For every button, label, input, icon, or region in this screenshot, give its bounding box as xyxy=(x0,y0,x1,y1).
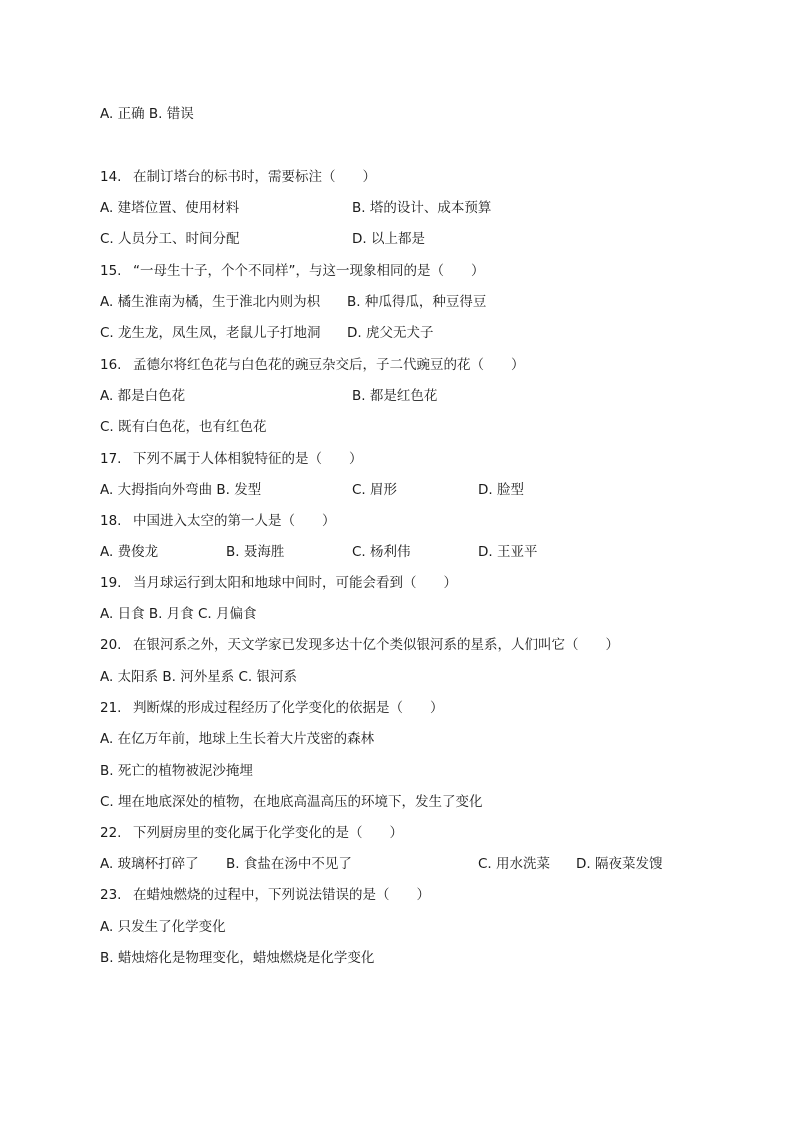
q20-options: A. 太阳系 B. 河外星系 C. 银河系 xyxy=(100,669,298,685)
q16-text: 孟德尔将红色花与白色花的豌豆杂交后，子二代豌豆的花（ ） xyxy=(133,357,525,373)
q21-option-c: C. 埋在地底深处的植物，在地底高温高压的环境下，发生了变化 xyxy=(100,794,483,810)
q22-text: 下列厨房里的变化属于化学变化的是（ ） xyxy=(133,825,403,841)
q18-stem xyxy=(100,512,336,530)
q18-option-b: B. 聂海胜 xyxy=(226,544,285,560)
q15-number: 15. xyxy=(100,263,122,279)
q17-number: 17. xyxy=(100,451,122,467)
q17-text: 下列不属于人体相貌特征的是（ ） xyxy=(133,451,363,467)
q18-option-d: D. 王亚平 xyxy=(478,544,538,560)
q19-options: A. 日食 B. 月食 C. 月偏食 xyxy=(100,606,257,622)
q14-text: 在制订塔台的标书时，需要标注（ ） xyxy=(133,169,376,185)
q15-option-a: A. 橘生淮南为橘，生于淮北内则为枳 xyxy=(100,294,321,310)
q17-option-d: D. 脸型 xyxy=(478,482,524,498)
q22-stem xyxy=(100,824,403,842)
q16-number: 16. xyxy=(100,357,122,373)
q23-number: 23. xyxy=(100,887,122,903)
q15-text: “一母生十子，个个不同样”，与这一现象相同的是（ ） xyxy=(133,263,485,279)
q22-option-b: B. 食盐在汤中不见了 xyxy=(226,856,352,872)
q22-option-d: D. 隔夜菜发馊 xyxy=(576,856,663,872)
q14-option-a: A. 建塔位置、使用材料 xyxy=(100,200,240,216)
q21-number: 21. xyxy=(100,700,122,716)
q21-stem xyxy=(100,699,444,717)
q16-option-c: C. 既有白色花，也有红色花 xyxy=(100,419,267,435)
q20-stem xyxy=(100,636,619,654)
q16-option-b: B. 都是红色花 xyxy=(352,388,438,404)
q19-number: 19. xyxy=(100,575,122,591)
q17-option-c: C. 眉形 xyxy=(352,482,398,498)
q22-number: 22. xyxy=(100,825,122,841)
q21-option-a: A. 在亿万年前，地球上生长着大片茂密的森林 xyxy=(100,731,375,747)
q19-stem xyxy=(100,574,457,592)
q15-option-d: D. 虎父无犬子 xyxy=(347,325,434,341)
q17-option-ab: A. 大拇指向外弯曲 B. 发型 xyxy=(100,482,262,498)
q19-text: 当月球运行到太阳和地球中间时，可能会看到（ ） xyxy=(133,575,457,591)
q15-option-c: C. 龙生龙，凤生凤，老鼠儿子打地洞 xyxy=(100,325,321,341)
q22-option-c: C. 用水洗菜 xyxy=(478,856,551,872)
q14-option-b: B. 塔的设计、成本预算 xyxy=(352,200,492,216)
q16-stem xyxy=(100,356,525,374)
q16-option-a: A. 都是白色花 xyxy=(100,388,186,404)
q23-option-a: A. 只发生了化学变化 xyxy=(100,919,226,935)
q14-option-d: D. 以上都是 xyxy=(352,231,425,247)
q14-stem xyxy=(100,168,376,186)
q14-option-c: C. 人员分工、时间分配 xyxy=(100,231,240,247)
q23-option-b: B. 蜡烛熔化是物理变化，蜡烛燃烧是化学变化 xyxy=(100,950,375,966)
q23-stem xyxy=(100,886,430,904)
q18-option-c: C. 杨利伟 xyxy=(352,544,411,560)
q15-option-b: B. 种瓜得瓜，种豆得豆 xyxy=(347,294,487,310)
q20-number: 20. xyxy=(100,637,122,653)
q21-option-b: B. 死亡的植物被泥沙掩埋 xyxy=(100,763,253,779)
q15-stem xyxy=(100,262,485,280)
q17-stem xyxy=(100,450,363,468)
q14-number: 14. xyxy=(100,169,122,185)
q20-text: 在银河系之外，天文学家已发现多达十亿个类似银河系的星系，人们叫它（ ） xyxy=(133,637,619,653)
q22-option-a: A. 玻璃杯打碎了 xyxy=(100,856,199,872)
q18-option-a: A. 费俊龙 xyxy=(100,544,159,560)
q23-text: 在蜡烛燃烧的过程中，下列说法错误的是（ ） xyxy=(133,887,430,903)
q21-text: 判断煤的形成过程经历了化学变化的依据是（ ） xyxy=(133,700,444,716)
q18-number: 18. xyxy=(100,513,122,529)
q18-text: 中国进入太空的第一人是（ ） xyxy=(133,513,336,529)
q13-options: A. 正确 B. 错误 xyxy=(100,106,194,122)
